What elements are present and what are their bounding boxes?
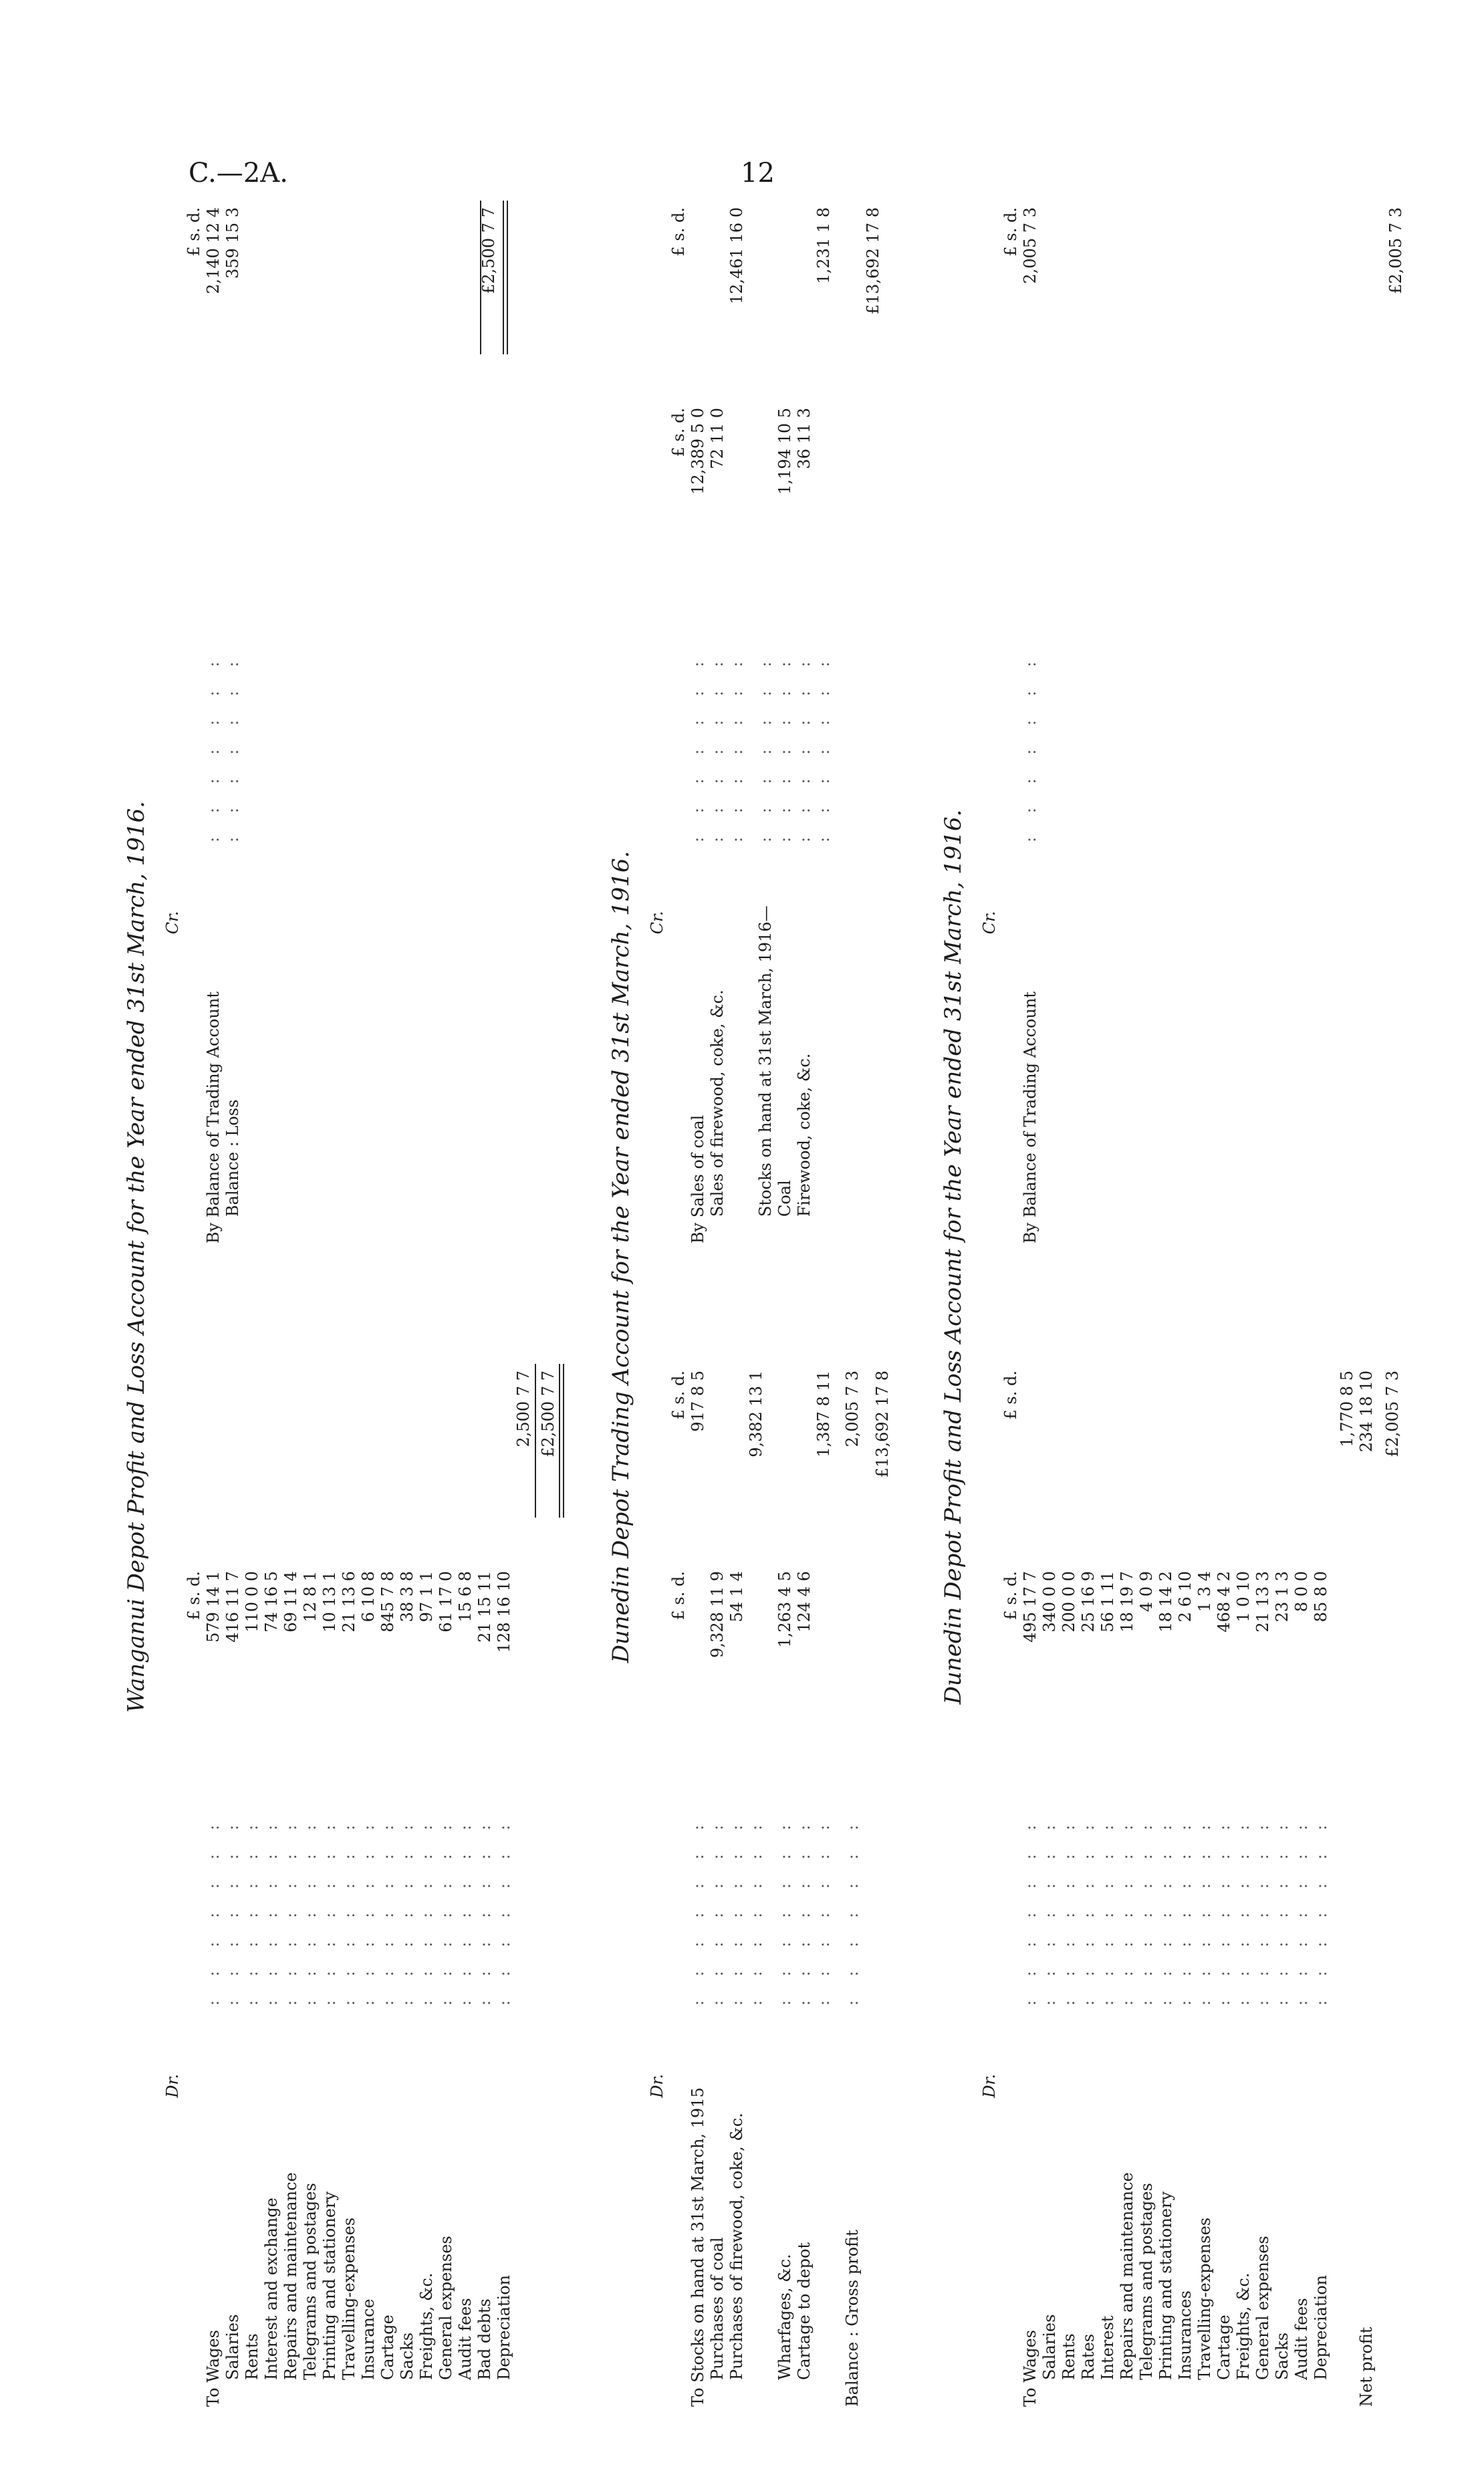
- wanganui-credit-side: [163, 107, 499, 1244]
- amount-inner: 12 8 1: [301, 1571, 320, 1623]
- amount-inner: 1 0 10: [1234, 1571, 1253, 1623]
- row-label: To Wages: [1021, 2330, 1039, 2407]
- amount-outer: 2,005 7 3: [843, 1371, 862, 1447]
- amount-inner: 200 0 0: [1060, 1571, 1078, 1633]
- leader-dots: : : : : : : :: [775, 652, 794, 842]
- amount-inner: 8 0 0: [1292, 1571, 1311, 1613]
- amount-outer: 9,382 13 1: [747, 1371, 765, 1457]
- row-label: Depreciation: [495, 2274, 513, 2380]
- row-label: Repairs and maintenance: [281, 2172, 300, 2380]
- row-label: Bad debts: [475, 2298, 494, 2380]
- ledger-row: [1060, 1270, 1079, 2407]
- leader-dots: : : : : : : :: [262, 1815, 281, 2006]
- ledger-row: [1137, 1270, 1156, 2407]
- leader-dots: : : : : : : :: [795, 1815, 814, 2006]
- leader-dots: : : : : : : :: [1234, 1815, 1253, 2006]
- leader-dots: : : : : : : :: [301, 1815, 320, 2006]
- leader-dots: : : : : : : :: [437, 1815, 455, 2006]
- row-label: Freights, &c.: [1234, 2272, 1253, 2380]
- leader-dots: : : : : : : :: [223, 652, 242, 842]
- amount-inner: 36 11 3: [795, 408, 814, 469]
- wanganui-debit-subtotal-row: [514, 1270, 533, 2407]
- leader-dots: : : : : : : :: [281, 1815, 300, 2006]
- leader-dots: : : : : : : :: [378, 1815, 397, 2006]
- amount-inner: 128 16 10: [495, 1571, 513, 1653]
- row-label: Printing and stationery: [1156, 2191, 1175, 2380]
- row-label: Repairs and maintenance: [1118, 2172, 1136, 2380]
- leader-dots: : : : : : : :: [1156, 1815, 1175, 2006]
- debit-label: Dr.: [163, 2074, 182, 2098]
- amount-inner: 1 3 4: [1195, 1571, 1214, 1613]
- leader-dots: : : : : : : :: [775, 1815, 794, 2006]
- currency-heading: £ s. d.: [184, 1571, 203, 1621]
- dunedin-trading-credit-rows: [689, 107, 834, 1244]
- ledger-row: [795, 1270, 814, 2407]
- amount-inner: 340 0 0: [1040, 1571, 1059, 1633]
- currency-heading: £ s. d.: [1001, 207, 1020, 257]
- leader-dots: : : : : : : :: [1079, 1815, 1098, 2006]
- ledger-row: [1156, 1270, 1176, 2407]
- row-label: Purchases of coal: [708, 2237, 727, 2380]
- row-label: Cartage to depot: [795, 2242, 814, 2380]
- amount-inner: 2 6 10: [1176, 1571, 1195, 1623]
- amount-inner: 1,194 10 5: [775, 408, 794, 495]
- ledger-row: [456, 1270, 475, 2407]
- row-label: Stocks on hand at 31st March, 1916—: [756, 905, 775, 1217]
- amount-outer: 359 15 3: [223, 207, 242, 279]
- dunedin-pl-debit-total-row: [1383, 1270, 1402, 2407]
- ledger-row: [689, 1270, 708, 2407]
- ledger-row: [223, 107, 243, 1244]
- amount-inner: 21 13 6: [340, 1571, 358, 1633]
- subtotal-amount: 1,770 8 5: [1338, 1371, 1356, 1447]
- leader-dots: : : : : : : :: [495, 1815, 513, 2006]
- amount-inner: 110 0 0: [243, 1571, 261, 1633]
- row-label: By Balance of Trading Account: [1021, 991, 1039, 1244]
- dunedin-trading-debit-total-row: [873, 1270, 892, 2407]
- amount-outer: 2,005 7 3: [1021, 207, 1039, 284]
- ledger-row: [320, 1270, 340, 2407]
- amount-outer: 1,231 1 8: [814, 207, 833, 284]
- ledger-row: [1040, 1270, 1060, 2407]
- amount-inner: 9,328 11 9: [708, 1571, 727, 1658]
- amount-inner: 38 3 8: [398, 1571, 416, 1623]
- leader-dots: : : : : : : :: [708, 1815, 727, 2006]
- ledger-row: [775, 1270, 795, 2407]
- subtotal-amount: 2,500 7 7: [514, 1371, 533, 1447]
- total-amount: £13,692 17 8: [864, 207, 882, 315]
- leader-dots: : : : : : : :: [689, 1815, 707, 2006]
- leader-dots: : : : : : : :: [456, 1815, 475, 2006]
- ledger-row: [747, 1270, 766, 2407]
- row-label: Purchases of firewood, coke, &c.: [727, 2113, 746, 2380]
- row-label: Sacks: [398, 2332, 416, 2380]
- leader-dots: : : : : : : :: [1195, 1815, 1214, 2006]
- amount-inner: 495 17 7: [1021, 1571, 1039, 1643]
- row-label: Interest and exchange: [262, 2198, 281, 2380]
- amount-inner: 69 11 4: [281, 1571, 300, 1633]
- leader-dots: : : : : : : :: [1040, 1815, 1059, 2006]
- leader-dots: : : : : : : :: [359, 1815, 378, 2006]
- credit-label: Cr.: [648, 911, 666, 935]
- amount-inner: 6 10 8: [359, 1571, 378, 1623]
- ledger-row: [1021, 1270, 1040, 2407]
- row-label: Audit fees: [1292, 2298, 1311, 2380]
- leader-dots: : : : : : : :: [1137, 1815, 1156, 2006]
- leader-dots: : : : : : : :: [1273, 1815, 1291, 2006]
- ledger-row: [417, 1270, 437, 2407]
- leader-dots: : : : : : : :: [223, 1815, 242, 2006]
- leader-dots: : : : : : : :: [1098, 1815, 1117, 2006]
- ledger-row: [475, 1270, 495, 2407]
- page-number: 12: [741, 158, 775, 189]
- amount-inner: 54 1 4: [727, 1571, 746, 1623]
- double-rule: [503, 201, 508, 354]
- dunedin-trading-credit-side: [648, 107, 883, 1244]
- ledger-row: [340, 1270, 359, 2407]
- row-label: Travelling-expenses: [1195, 2217, 1214, 2380]
- amount-inner: 10 13 1: [320, 1571, 339, 1633]
- ledger-row: [1253, 1270, 1273, 2407]
- wanganui-credit-total-row: [479, 107, 499, 1244]
- row-label: Travelling-expenses: [340, 2217, 358, 2380]
- dunedin-pl-subtotal-row: [1338, 1270, 1357, 2407]
- leader-dots: : : : : : : :: [689, 652, 707, 842]
- leader-dots: : : : : : : :: [340, 1815, 358, 2006]
- credit-label: Cr.: [980, 911, 999, 935]
- leader-dots: : : : : : : :: [1215, 1815, 1233, 2006]
- amount-inner: 61 17 0: [437, 1571, 455, 1633]
- row-label: Salaries: [1040, 2314, 1059, 2380]
- dunedin-trading-debit-side: [648, 1270, 892, 2407]
- row-label: Firewood, coke, &c.: [795, 1053, 814, 1217]
- ledger-row: [814, 107, 834, 1244]
- row-label: Depreciation: [1312, 2274, 1330, 2380]
- row-label: By Sales of coal: [689, 1114, 707, 1244]
- amount-inner: 25 16 9: [1079, 1571, 1098, 1633]
- leader-dots: : : : : : : :: [417, 1815, 436, 2006]
- ledger-row: [243, 1270, 262, 2407]
- leader-dots: : : : : : : :: [1060, 1815, 1078, 2006]
- row-label: Printing and stationery: [320, 2191, 339, 2380]
- ledger-row: [301, 1270, 320, 2407]
- ledger-row: [727, 1270, 747, 2407]
- amount-outer: 12,461 16 0: [727, 207, 746, 305]
- row-label: Insurances: [1176, 2290, 1195, 2380]
- ledger-row: [495, 1270, 514, 2407]
- ledger-row: [1098, 1270, 1118, 2407]
- ledger-row: [378, 1270, 398, 2407]
- ledger-row: [1079, 1270, 1098, 2407]
- leader-dots: : : : : : : :: [1253, 1815, 1272, 2006]
- total-amount: £13,692 17 8: [873, 1371, 892, 1478]
- leader-dots: : : : : : : :: [843, 1815, 862, 2006]
- wanganui-debit-side: [163, 1270, 558, 2407]
- ledger-row: [1118, 1270, 1137, 2407]
- dunedin-trading-debit-rows: [689, 1270, 862, 2407]
- dunedin-pl-credit-side: [980, 107, 1406, 1244]
- total-amount: £2,005 7 3: [1383, 1371, 1402, 1457]
- ledger-row: [708, 107, 727, 1244]
- amount-inner: 1,263 4 5: [775, 1571, 794, 1648]
- amount-inner: 15 6 8: [456, 1571, 475, 1623]
- amount-inner: 845 7 8: [378, 1571, 397, 1633]
- amount-outer: 2,140 12 4: [204, 207, 223, 294]
- rule: [480, 201, 481, 354]
- ledger-row: [1312, 1270, 1331, 2407]
- ledger-row: [775, 107, 795, 1244]
- leader-dots: : : : : : : :: [475, 1815, 494, 2006]
- debit-label: Dr.: [980, 2074, 999, 2098]
- row-label: Balance : Loss: [223, 1099, 242, 1217]
- row-label: Cartage: [378, 2315, 397, 2380]
- amount-outer: 917 8 5: [689, 1371, 707, 1432]
- leader-dots: : : : : : : :: [1176, 1815, 1195, 2006]
- amount-inner: 21 15 11: [475, 1571, 494, 1643]
- dunedin-pl-credit-items: [1021, 107, 1040, 1244]
- ledger-row: [1234, 1270, 1253, 2407]
- amount-inner: 12,389 5 0: [689, 408, 707, 495]
- debit-label: Dr.: [648, 2074, 666, 2098]
- leader-dots: : : : : : : :: [204, 1815, 223, 2006]
- ledger-row: [204, 1270, 223, 2407]
- leader-dots: : : : : : : :: [814, 1815, 833, 2006]
- leader-dots: : : : : : : :: [1118, 1815, 1136, 2006]
- ledger-row: [814, 1270, 834, 2407]
- leader-dots: : : : : : : :: [204, 652, 223, 842]
- row-label: Interest: [1098, 2315, 1117, 2380]
- amount-inner: 23 1 3: [1273, 1571, 1291, 1623]
- dunedin-pl-debit-items: [1021, 1270, 1331, 2407]
- dunedin-pl-debit-side: [980, 1270, 1402, 2407]
- wanganui-debit-items: [204, 1270, 514, 2407]
- ledger-row: [1292, 1270, 1312, 2407]
- row-label: General expenses: [437, 2236, 455, 2380]
- leader-dots: : : : : : : :: [320, 1815, 339, 2006]
- leader-dots: : : : : : : :: [243, 1815, 261, 2006]
- amount-inner: 416 11 7: [223, 1571, 242, 1643]
- wanganui-credit-items: [204, 107, 243, 1244]
- amount-inner: 124 4 6: [795, 1571, 814, 1633]
- row-label: Rates: [1079, 2333, 1098, 2380]
- leader-dots: : : : : : : :: [1021, 1815, 1039, 2006]
- amount-inner: 21 13 3: [1253, 1571, 1272, 1633]
- amount-inner: 4 0 9: [1137, 1571, 1156, 1613]
- ledger-row: [223, 1270, 243, 2407]
- ledger-row: [1215, 1270, 1234, 2407]
- ledger-row: [359, 1270, 378, 2407]
- leader-dots: : : : : : : :: [795, 652, 814, 842]
- leader-dots: : : : : : : :: [756, 652, 775, 842]
- total-amount: £2,500 7 7: [479, 207, 498, 294]
- net-profit-amount: 234 18 10: [1357, 1371, 1376, 1453]
- ledger-row: [437, 1270, 456, 2407]
- amount-inner: 74 16 5: [262, 1571, 281, 1633]
- dunedin-pl-net-profit-row: [1357, 1270, 1376, 2407]
- row-label: Rents: [1060, 2333, 1078, 2380]
- ledger-row: [708, 1270, 727, 2407]
- row-label: Rents: [243, 2333, 261, 2380]
- amount-outer: 1,387 8 11: [814, 1371, 833, 1457]
- amount-inner: 579 14 1: [204, 1571, 223, 1643]
- amount-inner: 97 1 1: [417, 1571, 436, 1623]
- currency-heading: £ s. d. £ s. d.: [669, 207, 688, 457]
- row-label: Insurance: [359, 2298, 378, 2380]
- document-reference: C.—2A.: [189, 158, 288, 189]
- dunedin-pl-title: Dunedin Depot Profit and Loss Account for the Year ended 31st March, 1916.: [940, 809, 967, 1705]
- ledger-row: [398, 1270, 417, 2407]
- amount-inner: 72 11 0: [708, 408, 727, 469]
- amount-inner: 85 8 0: [1312, 1571, 1330, 1623]
- leader-dots: : : : : : : :: [814, 652, 833, 842]
- ledger-row: [281, 1270, 301, 2407]
- row-label: Telegrams and postages: [1137, 2183, 1156, 2380]
- amount-inner: 56 1 11: [1098, 1571, 1117, 1633]
- net-profit-label: Net profit: [1357, 2327, 1376, 2407]
- double-rule: [559, 1364, 564, 1518]
- row-label: To Stocks on hand at 31st March, 1915: [689, 2087, 707, 2407]
- row-label: Balance : Gross profit: [843, 2230, 862, 2407]
- ledger-row: [1021, 107, 1040, 1244]
- leader-dots: : : : : : : :: [708, 652, 727, 842]
- wanganui-title: Wanganui Depot Profit and Loss Account for the Year ended 31st March, 1916.: [123, 801, 150, 1713]
- ledger-row: [1273, 1270, 1292, 2407]
- row-label: To Wages: [204, 2330, 223, 2407]
- ledger-row: [689, 107, 708, 1244]
- row-label: Salaries: [223, 2314, 242, 2380]
- ledger-row: [262, 1270, 281, 2407]
- amount-inner: 18 14 2: [1156, 1571, 1175, 1633]
- currency-heading: £ s. d.: [184, 207, 203, 257]
- dunedin-pl-credit-total-row: [1386, 107, 1406, 1244]
- rule: [535, 1364, 536, 1518]
- ledger-row: [204, 107, 223, 1244]
- leader-dots: : : : : : : :: [1021, 652, 1039, 842]
- ledger-row: [1195, 1270, 1215, 2407]
- credit-label: Cr.: [163, 911, 182, 935]
- row-label: Sales of firewood, coke, &c.: [708, 989, 727, 1217]
- amount-inner: 468 4 2: [1215, 1571, 1233, 1633]
- dunedin-trading-credit-total-row: [864, 107, 883, 1244]
- leader-dots: : : : : : : :: [1292, 1815, 1311, 2006]
- currency-heading: £ s. d. £ s. d.: [669, 1371, 688, 1621]
- leader-dots: : : : : : : :: [727, 1815, 746, 2006]
- row-label: Wharfages, &c.: [775, 2254, 794, 2380]
- ledger-row: [843, 1270, 862, 2407]
- row-label: Audit fees: [456, 2298, 475, 2380]
- ledger-row: [727, 107, 747, 1244]
- total-amount: £2,500 7 7: [539, 1371, 558, 1457]
- row-label: Coal: [775, 1180, 794, 1217]
- leader-dots: : : : : : : :: [1312, 1815, 1330, 2006]
- rotated-page-content: [120, 107, 1424, 2407]
- ledger-row: [756, 107, 775, 1244]
- currency-heading: £ s. d. £ s. d.: [1001, 1371, 1020, 1621]
- row-label: Telegrams and postages: [301, 2183, 320, 2380]
- total-amount: £2,005 7 3: [1386, 207, 1405, 294]
- row-label: Freights, &c.: [417, 2272, 436, 2380]
- row-label: General expenses: [1253, 2236, 1272, 2380]
- wanganui-debit-total-row: [539, 1270, 558, 2407]
- leader-dots: : : : : : : :: [398, 1815, 416, 2006]
- row-label: By Balance of Trading Account: [204, 991, 223, 1244]
- row-label: Cartage: [1215, 2315, 1233, 2380]
- dunedin-trading-title: Dunedin Depot Trading Account for the Year ended 31st March, 1916.: [608, 850, 634, 1663]
- row-label: Sacks: [1273, 2332, 1291, 2380]
- leader-dots: : : : : : : :: [727, 652, 746, 842]
- amount-inner: 18 19 7: [1118, 1571, 1136, 1633]
- leader-dots: : : : : : : :: [747, 1815, 765, 2006]
- ledger-row: [795, 107, 814, 1244]
- ledger-row: [1176, 1270, 1195, 2407]
